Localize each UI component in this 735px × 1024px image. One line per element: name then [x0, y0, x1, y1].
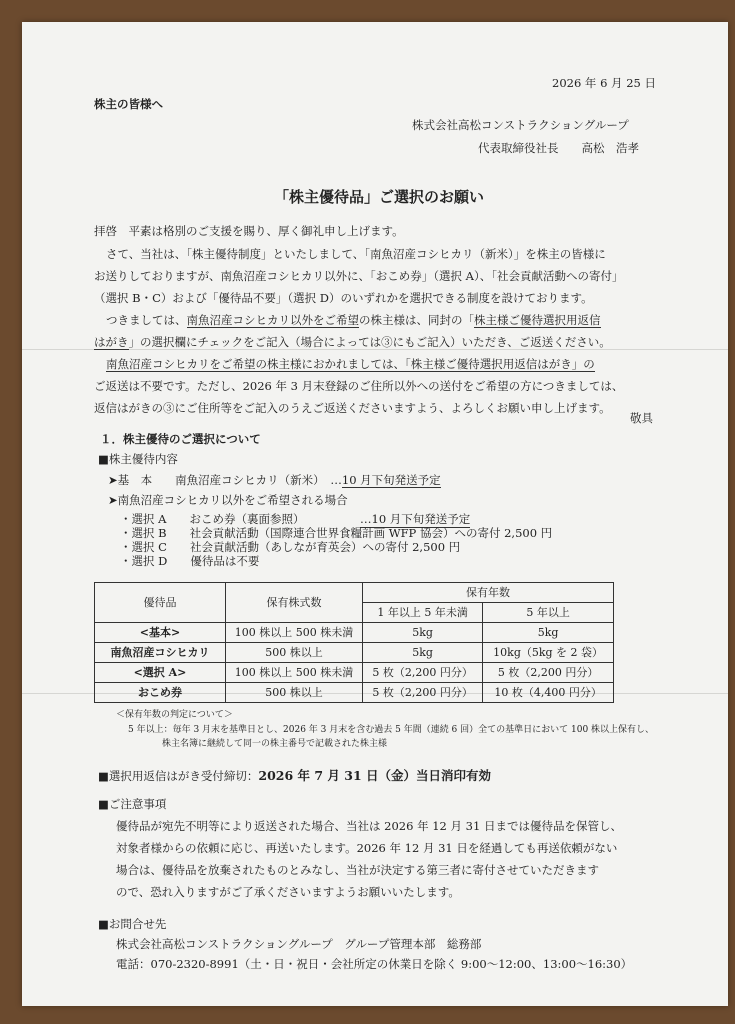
table-cell: 500 株以上 — [226, 643, 363, 663]
basic-item — [108, 474, 441, 488]
body-paragraph-line: お送りしておりますが、南魚沼産コシヒカリ以外に、「おこめ券」（選択 A）、「社会貢献活動への寄付」 — [94, 269, 624, 283]
text-span: つきましては、 — [106, 313, 187, 327]
table-cell: 100 株以上 500 株未満 — [226, 663, 363, 683]
basic-item-label: ➤基 本 南魚沼産コシヒカリ（新米） … — [108, 473, 342, 487]
basic-item-note: 10 月下旬発送予定 — [341, 473, 441, 487]
table-cell: 500 株以上 — [226, 683, 363, 703]
deadline-date: 2026 年 7 月 31 日（金）当日消印有効 — [258, 768, 492, 783]
greeting: 拝啓 平素は格別のご支援を賜り、厚く御礼申し上げます。 — [94, 224, 404, 238]
holding-note-heading: ＜保有年数の判定について＞ — [116, 710, 233, 720]
header-item: 優待品 — [95, 583, 226, 623]
table-cell: 5 枚（2,200 円分） — [483, 663, 614, 683]
table-row — [95, 683, 614, 703]
basic-item-name: 南魚沼産コシヒカリ — [95, 643, 226, 663]
caution-line: 対象者様からの依頼に応じ、再送いたします。2026 年 12 月 31 日を経過しても再送依頼がない — [116, 841, 618, 855]
choice-d: ・選択 D 優待品は不要 — [120, 554, 260, 568]
table-row — [95, 623, 614, 643]
underlined-text: 南魚沼産コシヒカリ以外をご希望 — [186, 313, 359, 327]
body-paragraph-line: さて、当社は、「株主優待制度」といたしまして、「南魚沼産コシヒカリ（新米）」を株主の皆様に — [106, 247, 606, 261]
caution-line: 場合は、優待品を放棄されたものとみなし、当社が決定する第三者に寄付させていただきます — [116, 863, 599, 877]
basic-label: <基本> — [95, 623, 226, 643]
header-years-1-5: 1 年以上 5 年未満 — [363, 603, 483, 623]
closing-word: 敬具 — [630, 411, 653, 425]
choice-a: ・選択 A おこめ券（裏面参照） — [120, 512, 305, 526]
section-subheading: ■株主優待内容 — [98, 452, 178, 466]
table-cell: 10 枚（4,400 円分） — [483, 683, 614, 703]
underlined-text: 南魚沼産コシヒカリをご希望の株主様におかれましては、「株主様ご優待選択用返信はがき」の — [106, 357, 595, 371]
choice-b: ・選択 B 社会貢献活動（国際連合世界食糧計画 WFP 協会）への寄付 2,500 円 — [120, 526, 553, 540]
table-cell: 5kg — [363, 643, 483, 663]
table-cell: 10kg（5kg を 2 袋） — [483, 643, 614, 663]
contact-organization: 株式会社高松コンストラクショングループ グループ管理本部 総務部 — [116, 937, 482, 951]
table-cell: 5 枚（2,200 円分） — [363, 663, 483, 683]
contact-heading: ■お問合せ先 — [98, 917, 167, 931]
table-row — [95, 663, 614, 683]
caution-line: 優待品が宛先不明等により返送された場合、当社は 2026 年 12 月 31 日までは優待品を保管し、 — [116, 819, 622, 833]
text-span: 」の選択欄にチェックをご記入（場合によっては③にもご記入）いただき、ご返送ください。 — [128, 335, 611, 349]
alternative-heading: ➤南魚沼産コシヒカリ以外をご希望される場合 — [108, 493, 348, 507]
caution-heading: ■ご注意事項 — [98, 797, 167, 811]
body-paragraph-line — [106, 314, 601, 328]
header-shares: 保有株式数 — [226, 583, 363, 623]
underlined-text: 株主様ご優待選択用返信 — [474, 313, 601, 327]
choice-c: ・選択 C 社会貢献活動（あしなが育英会）への寄付 2,500 円 — [120, 540, 461, 554]
choice-a-item-name: おこめ券 — [95, 683, 226, 703]
body-paragraph-line — [106, 358, 595, 372]
holding-note-line: 5 年以上：毎年 3 月末を基準日とし、2026 年 3 月末を含む過去 5 年間（連続 6 回）全ての基準日において 100 株以上保有し、 — [128, 725, 655, 735]
table-cell: 5 枚（2,200 円分） — [363, 683, 483, 703]
body-paragraph-line — [94, 336, 611, 350]
representative: 代表取締役社長 高松 浩孝 — [478, 141, 639, 155]
table-cell: 100 株以上 500 株未満 — [226, 623, 363, 643]
body-paragraph-line: （選択 B・C）および「優待品不要」（選択 D）のいずれかを選択できる制度を設けております。 — [94, 291, 593, 305]
addressee: 株主の皆様へ — [94, 97, 163, 111]
underlined-text: はがき — [94, 335, 129, 349]
company-name: 株式会社高松コンストラクショングループ — [412, 118, 629, 132]
table-cell: 5kg — [363, 623, 483, 643]
section-heading: １．株主優待のご選択について — [100, 432, 261, 446]
table-row — [95, 643, 614, 663]
holding-note-line: 株主名簿に継続して同一の株主番号で記載された株主様 — [162, 739, 388, 749]
table-header-row — [95, 583, 614, 603]
deadline-label: ■選択用返信はがき受付締切： — [98, 769, 259, 783]
body-paragraph-line: ご返送は不要です。ただし、2026 年 3 月末登録のご住所以外への送付をご希望の方につきましては、 — [94, 379, 624, 393]
letter-date: 2026 年 6 月 25 日 — [552, 76, 656, 90]
choice-a-note: …10 月下旬発送予定 — [360, 512, 471, 526]
benefit-table — [94, 582, 614, 703]
contact-phone: 電話：070-2320-8991（土・日・祝日・会社所定の休業日を除く 9:00～12:00、13:00～16:30） — [116, 957, 633, 971]
choice-a-label: <選択 A> — [95, 663, 226, 683]
text-span: の株主様は、同封の「 — [359, 313, 474, 327]
caution-line: ので、恐れ入りますがご了承くださいますようお願いいたします。 — [116, 885, 460, 899]
body-paragraph-line: 返信はがきの③にご住所等をご記入のうえご返送くださいますよう、よろしくお願い申し上げます。 — [94, 401, 611, 415]
page-title: 「株主優待品」ご選択のお願い — [274, 188, 485, 206]
table-cell: 5kg — [483, 623, 614, 643]
header-years-5plus: 5 年以上 — [483, 603, 614, 623]
header-years: 保有年数 — [363, 583, 614, 603]
deadline-line — [98, 768, 491, 784]
